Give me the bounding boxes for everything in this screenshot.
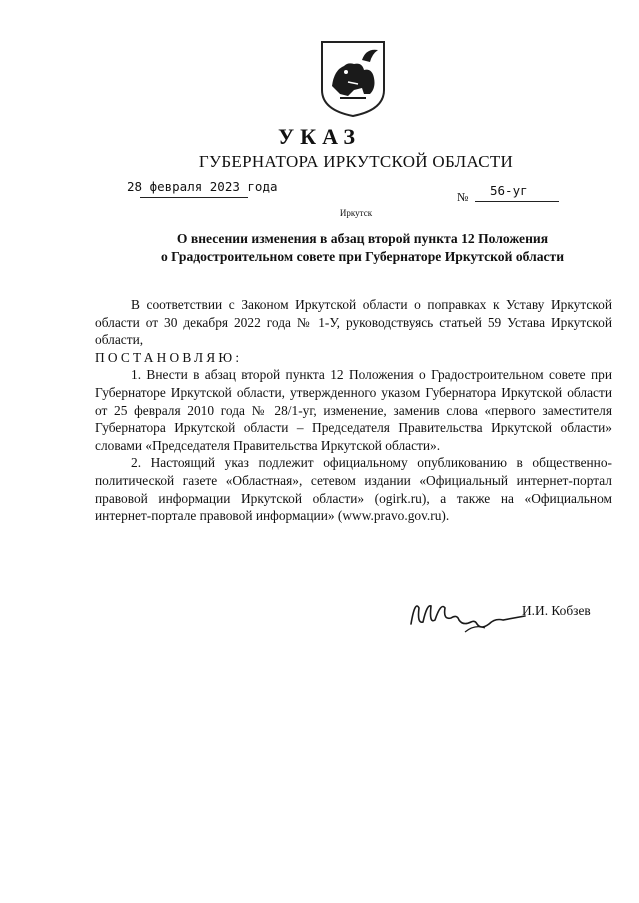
document-subtitle: ГУБЕРНАТОРА ИРКУТСКОЙ ОБЛАСТИ	[198, 152, 514, 171]
heading-line-1: О внесении изменения в абзац второй пункта 12 Положения	[176, 231, 549, 246]
document-city: Иркутск	[339, 208, 373, 218]
number-underline	[475, 201, 559, 202]
coat-of-arms-icon	[318, 40, 388, 118]
date-underline	[140, 197, 248, 198]
item-2-paragraph: 2. Настоящий указ подлежит официальному опубликованию в общественно-политической газете «Областная», сетевом издании «Официальный интернет-портал правовой информации Иркутской области» (ogirk.ru), а также на «Официальном интернет-портале правовой информации» (www.pravo.gov.ru).	[95, 455, 612, 524]
document-heading	[90, 230, 635, 266]
document-title: УКАЗ	[277, 124, 362, 149]
document-number: 56-уг	[490, 183, 528, 198]
number-sign: №	[457, 190, 469, 204]
heading-line-2: о Градостроительном совете при Губернаторе Иркутской области	[160, 249, 565, 264]
decree-word: ПОСТАНОВЛЯЮ:	[95, 349, 243, 365]
handwritten-signature	[405, 594, 530, 636]
emblem	[318, 40, 388, 118]
signer-name: И.И. Кобзев	[522, 603, 591, 618]
document-body	[95, 296, 612, 525]
preamble-paragraph: В соответствии с Законом Иркутской области о поправках к Уставу Иркутской области от 30 декабря 2022 года № 1-У, руководствуясь статьей 59 Устава Иркутской области,	[95, 297, 612, 348]
item-1-paragraph: 1. Внести в абзац второй пункта 12 Положения о Градостроительном совете при Губернаторе Иркутской области, утвержденного указом Губернатора Иркутской области от 25 февраля 2010 года № 28/1-уг, изменение, заменив слова «первого заместителя Губернатора Иркутской области – Председателя Правительства Иркутской области» словами «Председателя Правительства Иркутской области».	[95, 367, 612, 453]
document-date: 28 февраля 2023 года	[127, 179, 278, 194]
